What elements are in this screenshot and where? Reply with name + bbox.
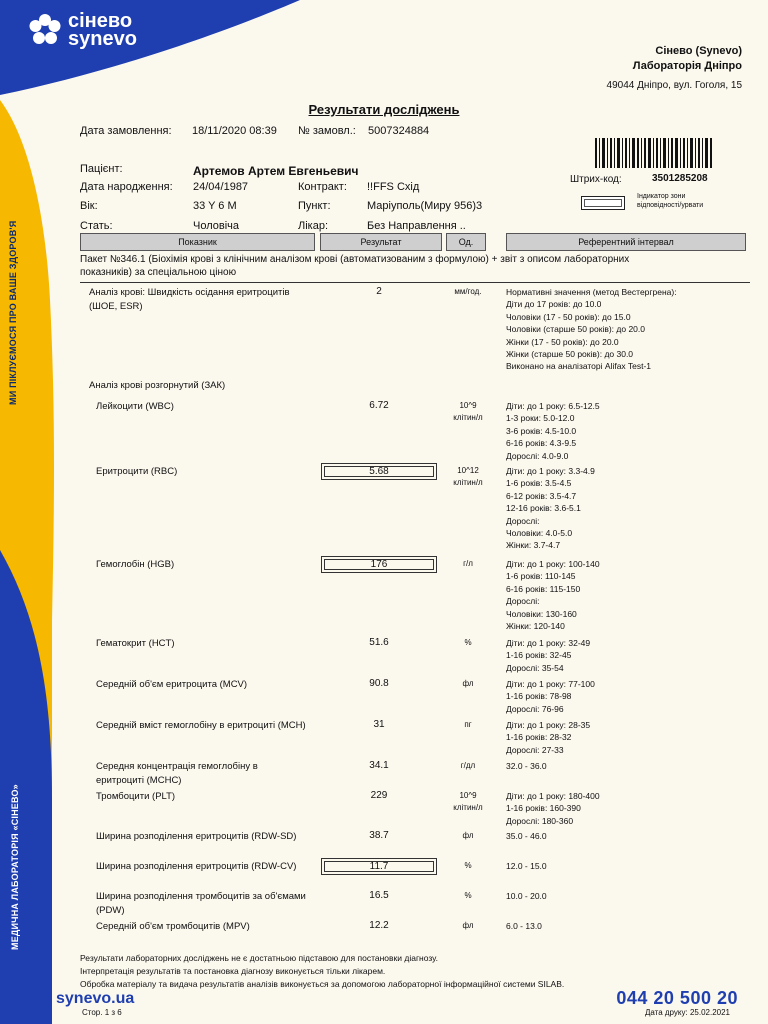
phone-number[interactable]: 044 20 500 20 [616, 988, 738, 1008]
result-value: 31 [373, 719, 385, 730]
result-value: 6.72 [369, 400, 389, 411]
reference-interval: Діти: до 1 року: 77-100 1-16 років: 78-98 Дорослі: 76-96 [506, 679, 595, 714]
result-unit: 10^9 клітин/л [453, 791, 483, 812]
test-name: Середня концентрація гемоглобіну в еритроциті (MCHC) [96, 761, 258, 786]
logo-text-cyrillic: сінево [68, 10, 133, 32]
test-name: Гемоглобін (HGB) [96, 559, 175, 570]
test-name: Середній вміст гемоглобіну в еритроциті (MCH) [96, 720, 306, 731]
result-unit: фл [462, 679, 474, 688]
result-value-flagged: 176 [321, 556, 437, 573]
package-description: Пакет №346.1 (Біохімія крові з клінічним аналізом крові (автоматизованим з формулою) + звіт з описом лабораторних показників) за спеціальною ціною [80, 254, 630, 278]
barcode-label: Штрих-код: [570, 174, 622, 185]
result-unit: % [464, 861, 472, 870]
result-unit: 10^12 клітин/л [453, 466, 483, 487]
result-value-flagged: 11.7 [321, 858, 437, 875]
patient-name: Артемов Артем Евгеньевич [193, 164, 359, 178]
reference-interval: 12.0 - 15.0 [506, 861, 547, 871]
header-unit: Од. [446, 233, 486, 251]
page-title: Результати досліджень [308, 102, 460, 117]
result-unit: % [464, 638, 472, 647]
result-unit: г/дл [460, 761, 476, 770]
flower-logo-icon [28, 13, 62, 47]
result-value: 229 [370, 790, 388, 801]
reference-interval: 10.0 - 20.0 [506, 891, 547, 901]
test-name: Середній об'єм тромбоцитів (MPV) [96, 921, 250, 932]
dob-value: 24/04/1987 [193, 181, 249, 193]
footer-note-2: Інтерпретація результатів та постановка діагнозу виконується тільки лікарем. [80, 966, 386, 976]
test-name: Ширина розподілення еритроцитів (RDW-SD) [96, 831, 297, 842]
order-date-label: Дата замовлення: [80, 125, 172, 137]
zone-indicator-label: Індикатор зони відповідності/урвати [637, 193, 704, 209]
reference-interval: 35.0 - 46.0 [506, 831, 547, 841]
result-unit: мм/год. [454, 287, 482, 296]
website-link[interactable]: synevo.ua [56, 990, 135, 1007]
result-value-flagged: 5.68 [321, 463, 437, 480]
header-indicator: Показник [80, 233, 315, 251]
result-unit: 10^9 клітин/л [453, 401, 483, 422]
synevo-logo[interactable] [28, 12, 137, 48]
age-label: Вік: [80, 200, 98, 212]
reference-interval: Нормативні значення (метод Вестергрена): Діти до 17 років: до 10.0 Чоловіки (17 - 50 років): до 15.0 Чоловіки (старше 50 років): до 20.0 Жінки (17 - 50 років): до 20.0 Жінки (старше 50 років): до 30.0 Виконано на аналізаторі Alifax Test-1 [506, 287, 677, 372]
lab-name-block [633, 44, 742, 74]
patient-label: Пацієнт: [80, 163, 123, 175]
footer-note-3: Обробка матеріалу та видача результатів аналізів виконується за допомогою лабораторної інформаційної системи SILAB. [80, 979, 565, 989]
barcode-number: 3501285208 [652, 173, 708, 184]
sex-label: Стать: [80, 220, 113, 232]
point-value: Маріуполь(Миру 956)3 [367, 200, 483, 212]
doctor-label: Лікар: [298, 220, 329, 232]
result-unit: г/л [463, 559, 473, 568]
group-title: Аналіз крові розгорнутий (ЗАК) [89, 380, 226, 391]
order-number-value: 5007324884 [368, 125, 430, 137]
result-value: 16.5 [369, 890, 389, 901]
test-name: Гематокрит (HCT) [96, 638, 175, 649]
footer-notes [80, 952, 760, 991]
reference-interval: Діти: до 1 року: 3.3-4.9 1-6 років: 3.5-4.5 6-12 років: 3.5-4.7 12-16 років: 3.6-5.1 Дорослі: Чоловіки: 4.0-5.0 Жінки: 3.7-4.7 [506, 466, 595, 551]
footer-note-1: Результати лабораторних досліджень не є достатньою підставою для постановки діагнозу. [80, 953, 438, 963]
reference-interval: Діти: до 1 року: 32-49 1-16 років: 32-45 Дорослі: 35-54 [506, 638, 591, 673]
header-result: Результат [320, 233, 442, 251]
order-number-label: № замовл.: [298, 125, 356, 137]
logo-text-latin: synevo [68, 28, 137, 50]
lab-name: Сінево (Synevo) [655, 45, 742, 57]
reference-interval: 6.0 - 13.0 [506, 921, 542, 931]
lab-address: 49044 Дніпро, вул. Гоголя, 15 [606, 80, 742, 91]
reference-interval: 32.0 - 36.0 [506, 761, 547, 771]
header-reference: Референтний інтервал [506, 233, 746, 251]
result-value: 34.1 [369, 760, 389, 771]
result-unit: пг [464, 720, 472, 729]
test-name: Аналіз крові: Швидкість осідання еритроцитів (ШОЕ, ESR) [89, 287, 290, 312]
side-lab-name: МЕДИЧНА ЛАБОРАТОРІЯ «СІНЕВО» [10, 784, 20, 950]
reference-interval: Діти: до 1 року: 28-35 1-16 років: 28-32 Дорослі: 27-33 [506, 720, 591, 755]
dob-label: Дата народження: [80, 181, 173, 193]
reference-interval: Діти: до 1 року: 100-140 1-6 років: 110-145 6-16 років: 115-150 Дорослі: Чоловіки: 130-160 Жінки: 120-140 [506, 559, 600, 632]
test-name: Еритроцити (RBC) [96, 466, 178, 477]
test-name: Ширина розподілення еритроцитів (RDW-CV) [96, 861, 297, 872]
order-date-value: 18/11/2020 08:39 [192, 125, 277, 137]
page-number: Стор. 1 з 6 [82, 1008, 122, 1017]
test-name: Тромбоцити (PLT) [96, 791, 176, 802]
age-value: 33 Y 6 M [193, 200, 237, 212]
result-value: 90.8 [369, 678, 389, 689]
point-label: Пункт: [298, 200, 331, 212]
test-name: Лейкоцити (WBC) [96, 401, 174, 412]
result-value: 51.6 [369, 637, 389, 648]
doctor-value: Без Направлення .. [367, 220, 466, 232]
order-info [80, 125, 429, 137]
result-value: 2 [376, 286, 382, 297]
result-value: 38.7 [369, 830, 389, 841]
result-value: 12.2 [369, 920, 389, 931]
result-unit: фл [462, 831, 474, 840]
side-slogan: МИ ПІКЛУЄМОСЯ ПРО ВАШЕ ЗДОРОВ'Я [8, 220, 18, 405]
sex-value: Чоловіча [193, 220, 240, 232]
lab-branch: Лабораторія Дніпро [632, 60, 742, 72]
reference-interval: Діти: до 1 року: 6.5-12.5 1-3 роки: 5.0-12.0 3-6 років: 4.5-10.0 6-16 років: 4.3-9.5 Дорослі: 4.0-9.0 [506, 401, 600, 461]
contract-label: Контракт: [298, 181, 347, 193]
reference-interval: Діти: до 1 року: 180-400 1-16 років: 160-390 Дорослі: 180-360 [506, 791, 600, 826]
result-unit: % [464, 891, 472, 900]
contract-value: !!FFS Схід [367, 181, 420, 193]
result-unit: фл [462, 921, 474, 930]
test-name: Ширина розподілення тромбоцитів за об'ємами (PDW) [96, 891, 306, 916]
divider [80, 282, 750, 283]
zone-indicator-box [581, 196, 625, 210]
test-name: Середній об'єм еритроцита (MCV) [96, 679, 248, 690]
print-date: Дата друку: 25.02.2021 [644, 1008, 730, 1017]
barcode-image [595, 138, 715, 168]
